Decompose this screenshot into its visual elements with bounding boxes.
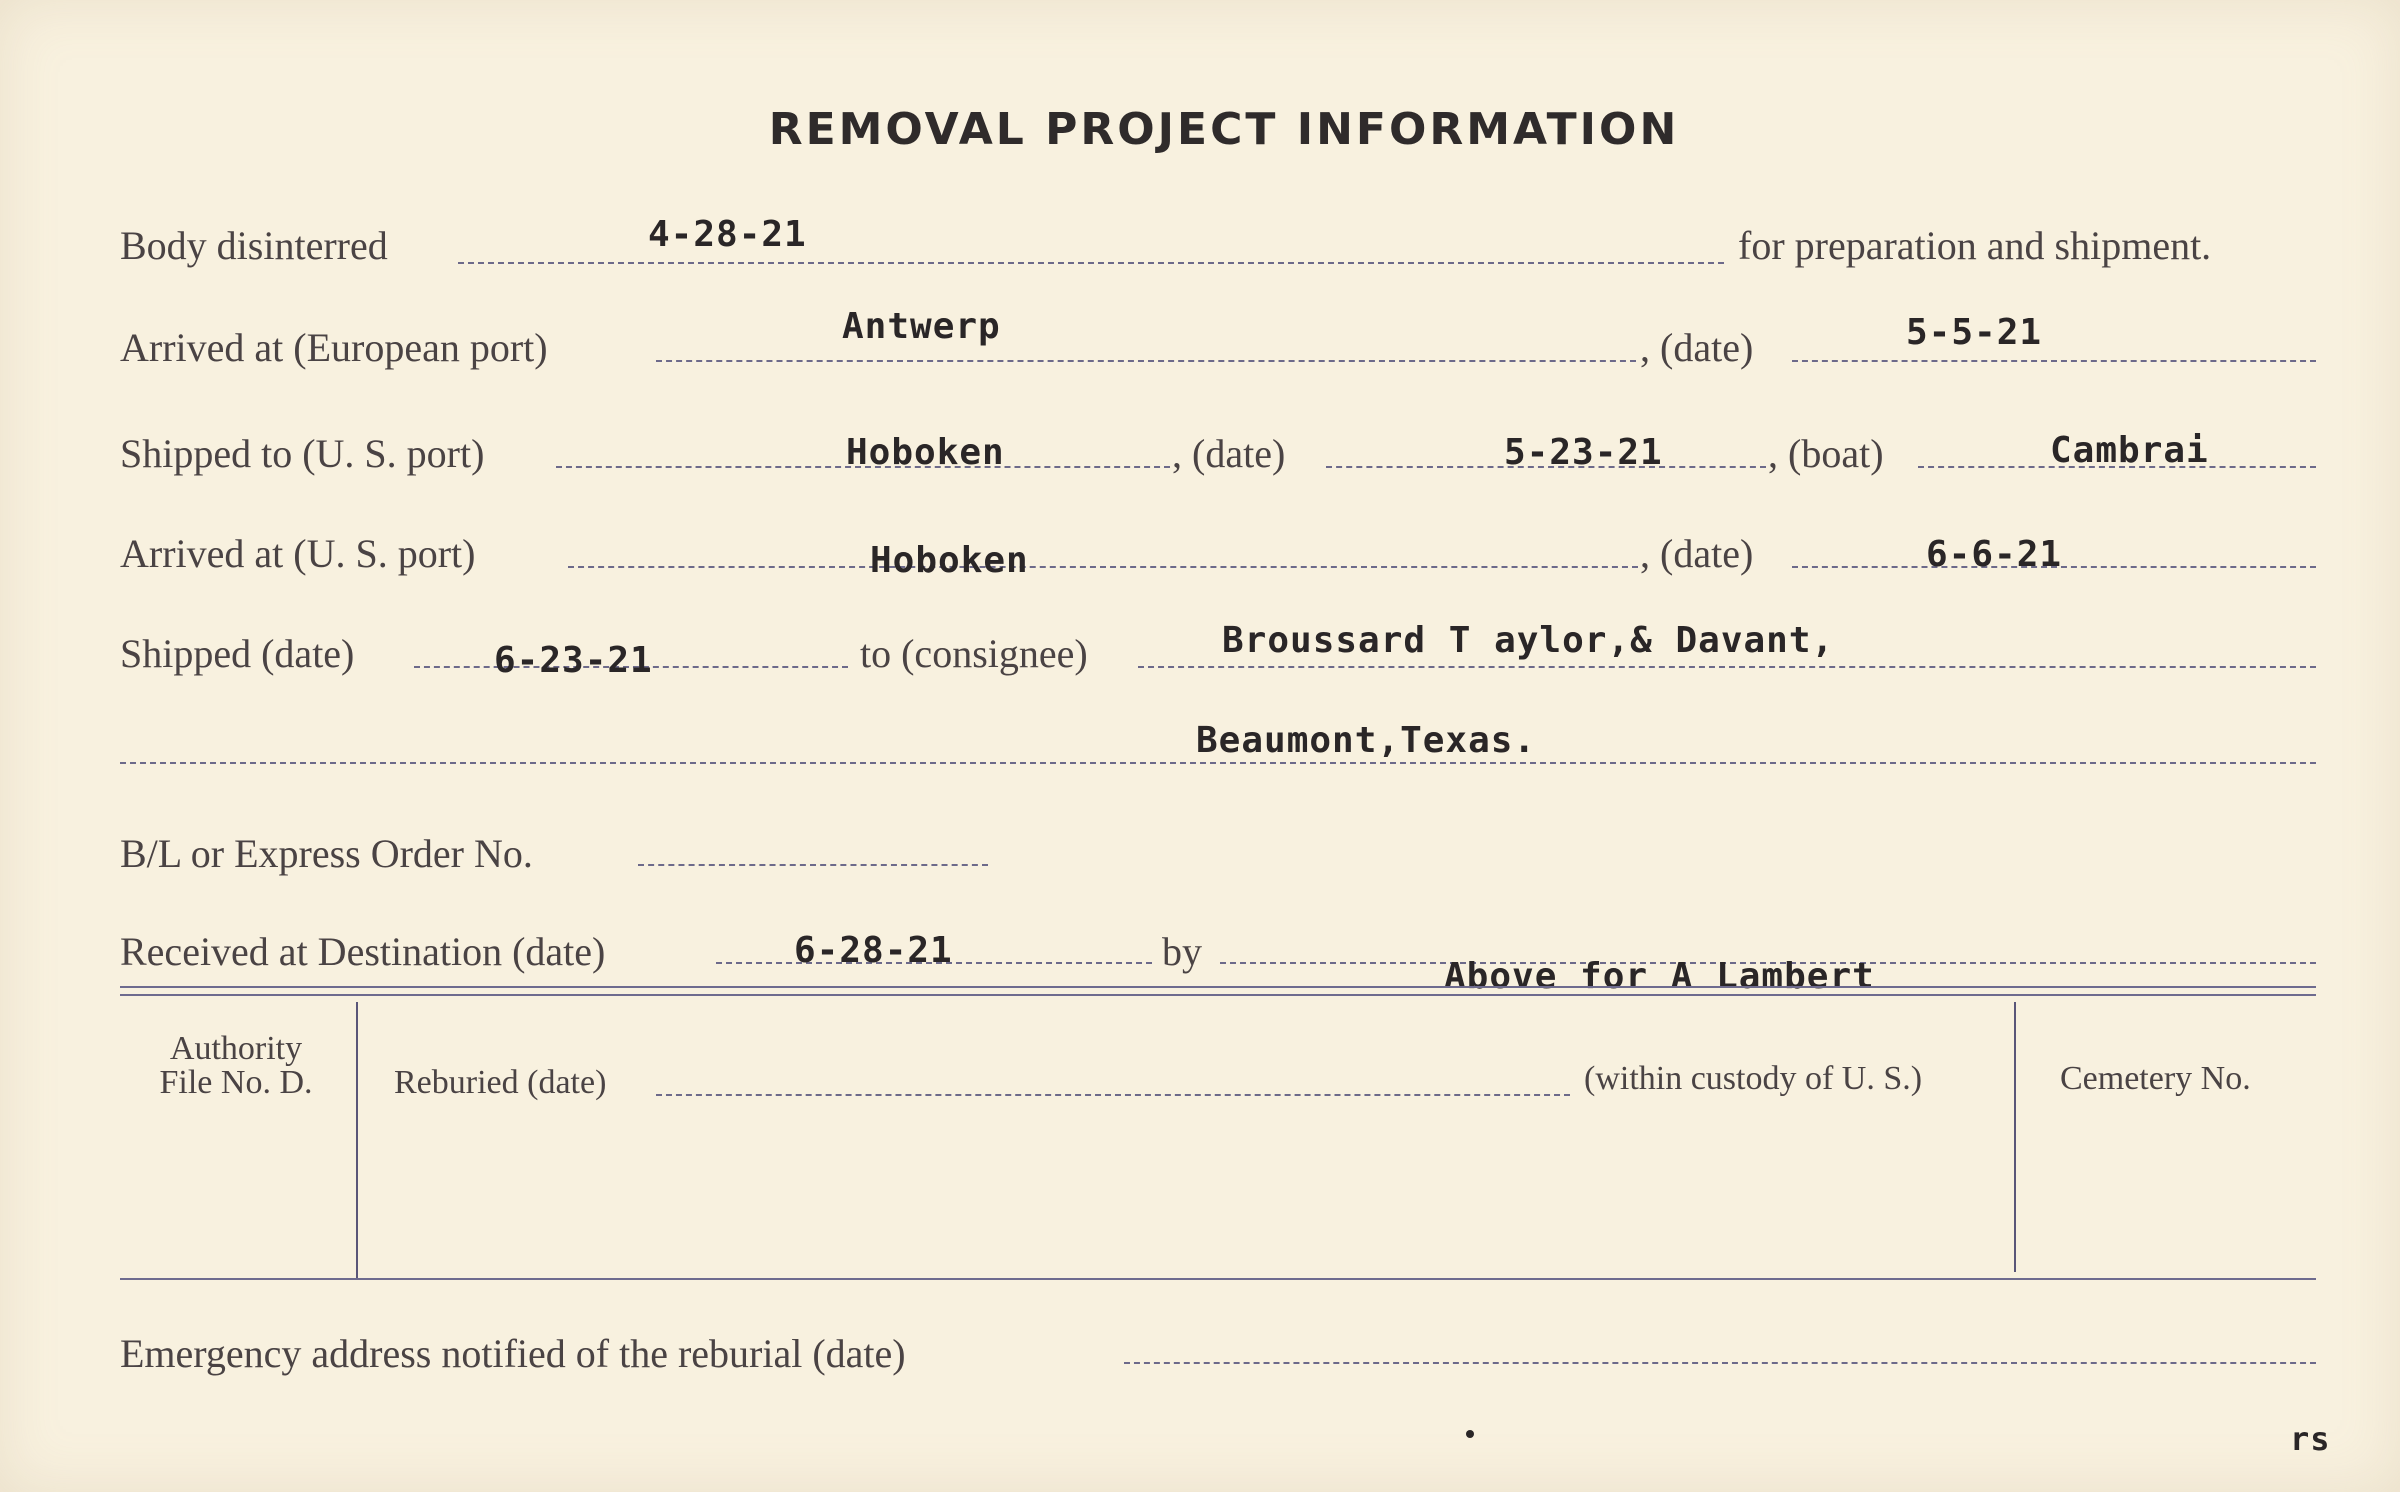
- by-label: by: [1162, 929, 1202, 974]
- consignee-line-2: [120, 762, 2316, 764]
- shipped-date-value: 6-23-21: [494, 640, 653, 681]
- cemetery-no-label: Cemetery No.: [2060, 1060, 2251, 1097]
- bl-order-line: [638, 864, 988, 866]
- preparation-shipment-label: for preparation and shipment.: [1738, 223, 2212, 268]
- european-port-label: Arrived at (European port): [120, 325, 548, 370]
- boat-label: , (boat): [1768, 431, 1884, 476]
- box-divider-right: [2014, 1002, 2016, 1272]
- received-destination-label: Received at Destination (date): [120, 929, 606, 974]
- consignee-label: to (consignee): [860, 631, 1088, 676]
- card-title: REMOVAL PROJECT INFORMATION: [768, 104, 1680, 155]
- european-date-value: 5-5-21: [1906, 312, 2043, 353]
- authority-line-1: Authority: [169, 1030, 303, 1067]
- custody-label: (within custody of U. S.): [1584, 1060, 1923, 1097]
- consignee-line: [1138, 666, 2316, 668]
- european-date-line: [1792, 360, 2316, 362]
- shipped-to-date-value: 5-23-21: [1504, 432, 1663, 473]
- by-value: Above for A Lambert: [1444, 956, 1875, 997]
- bl-order-label: B/L or Express Order No.: [120, 831, 533, 876]
- emergency-date-line: [1124, 1362, 2316, 1364]
- shipped-to-date-label: , (date): [1172, 431, 1286, 476]
- arrived-us-port-label: Arrived at (U. S. port): [120, 531, 476, 576]
- body-disinterred-value: 4-28-21: [648, 214, 807, 255]
- arrived-us-port-value: Hoboken: [870, 540, 1029, 581]
- arrived-us-date-label: , (date): [1640, 531, 1754, 576]
- reburied-date-label: Reburied (date): [394, 1064, 607, 1101]
- received-date-value: 6-28-21: [794, 930, 953, 971]
- european-port-line: [656, 360, 1636, 362]
- ink-dot: [1466, 1430, 1474, 1438]
- shipped-to-port-value: Hoboken: [846, 432, 1005, 473]
- arrived-us-date-value: 6-6-21: [1926, 534, 2063, 575]
- consignee-value-2: Beaumont,Texas.: [1196, 720, 1537, 761]
- box-bottom-rule: [120, 1278, 2316, 1280]
- european-date-label: , (date): [1640, 325, 1754, 370]
- authority-file-label: [120, 1032, 352, 1100]
- european-port-value: Antwerp: [842, 306, 1001, 347]
- shipped-date-label: Shipped (date): [120, 631, 355, 676]
- shipped-to-us-port-label: Shipped to (U. S. port): [120, 431, 485, 476]
- body-disinterred-line: [458, 262, 1724, 264]
- arrived-us-port-line: [568, 566, 1638, 568]
- boat-value: Cambrai: [2050, 430, 2209, 471]
- consignee-value: Broussard T aylor,& Davant,: [1222, 620, 1835, 661]
- clerk-initials: rs: [2290, 1420, 2331, 1458]
- body-disinterred-label: Body disinterred: [120, 223, 388, 268]
- emergency-address-label: Emergency address notified of the reburial (date): [120, 1331, 906, 1376]
- box-divider-left: [356, 1002, 358, 1278]
- box-top-rule-1: [120, 986, 2316, 988]
- reburied-date-line: [656, 1094, 1570, 1096]
- box-top-rule-2: [120, 994, 2316, 996]
- authority-line-2: File No. D.: [159, 1064, 313, 1101]
